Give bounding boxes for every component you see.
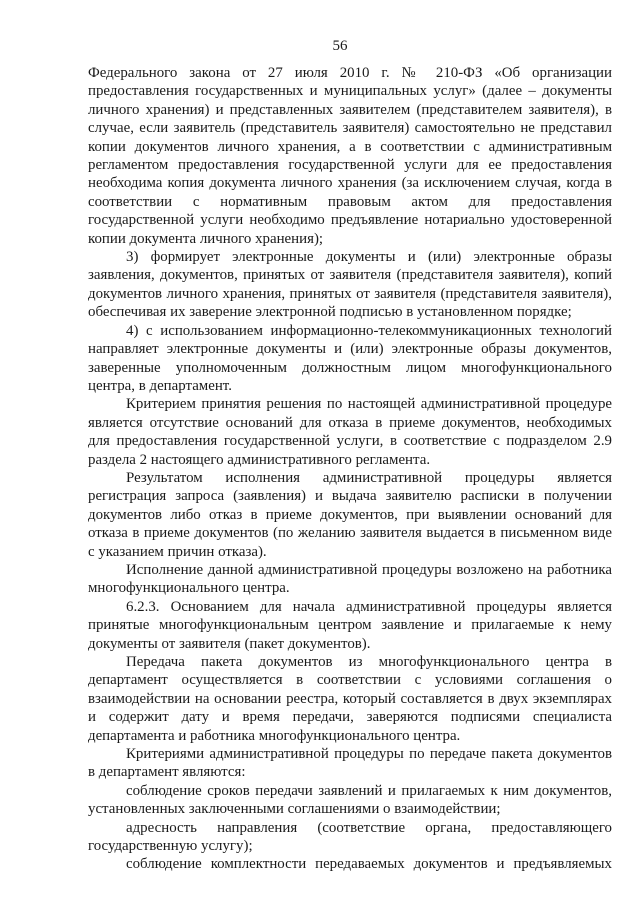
paragraph: соблюдение комплектности передаваемых документов и предъявляемых [126,856,612,873]
paragraph: Передача пакета документов из многофункционального центра в департамент осуществляется в соответствии с условиями соглашения о взаимодействии на основании реестра, который составляется в двух экземплярах и содержит дату и время передачи, заверяются подписями специалиста департамента и работника многофункционального центра. [88,654,612,744]
page-number: 56 [332,38,348,54]
paragraph: Исполнение данной административной процедуры возложено на работника многофункционального центра. [88,561,612,597]
paragraph: соблюдение сроков передачи заявлений и прилагаемых к ним документов, установленных заключенными соглашениями о взаимодействии; [88,782,612,818]
paragraph: 4) с использованием информационно-телекоммуникационных технологий направляет электронные документы и (или) электронные образы документов, заверенные уполномоченным должностным лицом многофункционального центра, в департамент. [88,322,612,394]
document-body [88,64,612,874]
paragraph: 3) формирует электронные документы и (или) электронные образы заявления, документов, принятых от заявителя (представителя заявителя), копий документов личного хранения, принятых от заявителя (представителя заявителя), обеспечивая их заверение электронной подписью в установленном порядке; [88,249,612,321]
paragraph: адресность направления (соответствие органа, предоставляющего государственную услугу); [88,819,612,855]
paragraph: 6.2.3. Основанием для начала административной процедуры является принятые многофункциональным центром заявление и прилагаемые к нему документы от заявителя (пакет документов). [88,598,612,652]
paragraph: Критериями административной процедуры по передаче пакета документов в департамент являются: [88,746,612,781]
paragraph: Критерием принятия решения по настоящей административной процедуре является отсутствие оснований для отказа в приеме документов, необходимых для предоставления государственной услуги, в соответствие с подразделом 2.9 раздела 2 настоящего административного регламента. [88,396,612,468]
paragraph: Федерального закона от 27 июля 2010 г. № 210-ФЗ «Об организации предоставления государственных и муниципальных услуг» (далее – документы личного хранения) и представленных заявителем (представителем заявителя), в случае, если заявитель (представитель заявителя) самостоятельно не представил копии документов личного хранения, а в соответствии с административным регламентом предоставления государственной услуги для ее предоставления необходима копия документа личного хранения (за исключением случая, когда в соответствии с нормативным правовым актом для предоставления государственной услуги необходимо предъявление нотариально удостоверенной копии документа личного хранения); [88,65,612,247]
paragraph: Результатом исполнения административной процедуры является регистрация запроса (заявления) и выдача заявителю расписки в получении документов либо отказ в приеме документов, при выявлении оснований для отказа в приеме документов (по желанию заявителя выдается в письменном виде с указанием причин отказа). [88,469,612,560]
